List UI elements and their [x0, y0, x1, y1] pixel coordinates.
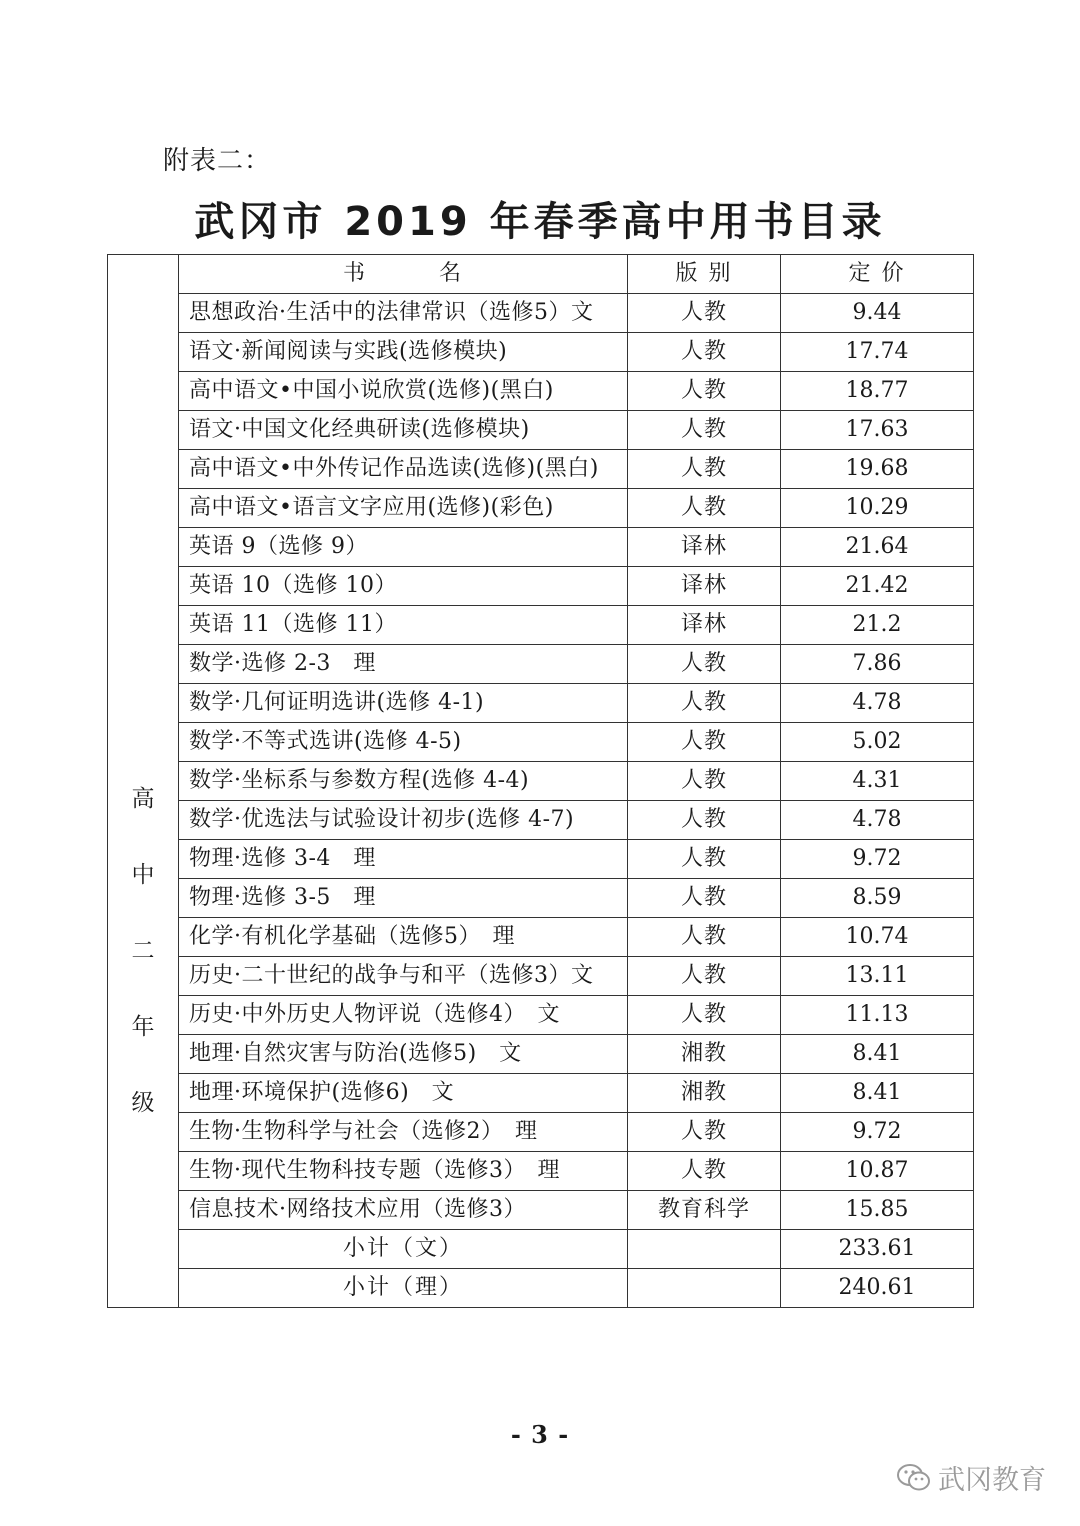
- publisher: 人教: [628, 1152, 781, 1191]
- table-row: [108, 879, 974, 918]
- book-name: 数学·几何证明选讲(选修 4-1): [179, 684, 628, 723]
- publisher: 人教: [628, 723, 781, 762]
- book-list-table: [107, 254, 974, 1308]
- book-name: 生物·现代生物科技专题（选修3） 理: [179, 1152, 628, 1191]
- publisher: 译林: [628, 606, 781, 645]
- publisher: 教育科学: [628, 1191, 781, 1230]
- publisher: 人教: [628, 372, 781, 411]
- price: 17.74: [781, 333, 974, 372]
- table-row: [108, 411, 974, 450]
- price: 10.87: [781, 1152, 974, 1191]
- book-name: 历史·中外历史人物评说（选修4） 文: [179, 996, 628, 1035]
- grade-cell: [108, 255, 179, 1308]
- table-row: [108, 918, 974, 957]
- publisher: 人教: [628, 411, 781, 450]
- book-name: 数学·不等式选讲(选修 4-5): [179, 723, 628, 762]
- table-row: [108, 723, 974, 762]
- table-row: [108, 489, 974, 528]
- table-row: [108, 684, 974, 723]
- subtotal-row: [108, 1230, 974, 1269]
- publisher: 人教: [628, 801, 781, 840]
- price: 9.72: [781, 840, 974, 879]
- table-row: [108, 1113, 974, 1152]
- price: 15.85: [781, 1191, 974, 1230]
- book-name: 思想政治·生活中的法律常识（选修5）文: [179, 294, 628, 333]
- page-title: 武冈市 2019 年春季高中用书目录: [194, 199, 886, 245]
- book-name: 历史·二十世纪的战争与和平（选修3）文: [179, 957, 628, 996]
- price: 8.41: [781, 1074, 974, 1113]
- table-row: [108, 1152, 974, 1191]
- empty-cell: [628, 1269, 781, 1308]
- watermark-text: 武冈教育: [938, 1465, 1046, 1496]
- table-row: [108, 957, 974, 996]
- table-row: [108, 528, 974, 567]
- book-name: 数学·坐标系与参数方程(选修 4-4): [179, 762, 628, 801]
- book-name: 物理·选修 3-5 理: [179, 879, 628, 918]
- price: 7.86: [781, 645, 974, 684]
- publisher: 人教: [628, 996, 781, 1035]
- price: 21.42: [781, 567, 974, 606]
- book-name: 数学·选修 2-3 理: [179, 645, 628, 684]
- publisher: 人教: [628, 450, 781, 489]
- publisher: 人教: [628, 1113, 781, 1152]
- publisher: 人教: [628, 957, 781, 996]
- header-price: 定 价: [781, 255, 974, 294]
- price: 13.11: [781, 957, 974, 996]
- publisher: 译林: [628, 528, 781, 567]
- book-name: 语文·中国文化经典研读(选修模块): [179, 411, 628, 450]
- subtotal-label: 小计（文）: [179, 1230, 628, 1269]
- price: 17.63: [781, 411, 974, 450]
- subtotal-label: 小计（理）: [179, 1269, 628, 1308]
- price: 18.77: [781, 372, 974, 411]
- table-row: [108, 801, 974, 840]
- price: 21.2: [781, 606, 974, 645]
- publisher: 人教: [628, 840, 781, 879]
- book-name: 高中语文•中外传记作品选读(选修)(黑白): [179, 450, 628, 489]
- book-name: 数学·优选法与试验设计初步(选修 4-7): [179, 801, 628, 840]
- price: 10.74: [781, 918, 974, 957]
- publisher: 人教: [628, 333, 781, 372]
- price: 11.13: [781, 996, 974, 1035]
- appendix-label: 附表二：: [163, 146, 272, 176]
- book-name: 高中语文•语言文字应用(选修)(彩色): [179, 489, 628, 528]
- book-name: 语文·新闻阅读与实践(选修模块): [179, 333, 628, 372]
- book-name: 英语 9（选修 9）: [179, 528, 628, 567]
- publisher: 人教: [628, 645, 781, 684]
- table-row: [108, 294, 974, 333]
- table-row: [108, 606, 974, 645]
- table-row: [108, 840, 974, 879]
- wechat-icon: [896, 1463, 932, 1493]
- price: 10.29: [781, 489, 974, 528]
- table-row: [108, 567, 974, 606]
- header-publisher: 版 别: [628, 255, 781, 294]
- grade-label: 高中二年级: [131, 786, 155, 1116]
- table-row: [108, 372, 974, 411]
- subtotal-row: [108, 1269, 974, 1308]
- book-name: 英语 10（选修 10）: [179, 567, 628, 606]
- book-name: 英语 11（选修 11）: [179, 606, 628, 645]
- publisher: 人教: [628, 294, 781, 333]
- publisher: 湘教: [628, 1074, 781, 1113]
- publisher: 人教: [628, 918, 781, 957]
- price: 8.59: [781, 879, 974, 918]
- book-name: 地理·自然灾害与防治(选修5) 文: [179, 1035, 628, 1074]
- subtotal-price: 233.61: [781, 1230, 974, 1269]
- publisher: 人教: [628, 684, 781, 723]
- publisher: 人教: [628, 489, 781, 528]
- header-row: [108, 255, 974, 294]
- table-row: [108, 762, 974, 801]
- table-row: [108, 1191, 974, 1230]
- table-row: [108, 996, 974, 1035]
- table-row: [108, 1035, 974, 1074]
- publisher: 人教: [628, 762, 781, 801]
- book-name: 生物·生物科学与社会（选修2） 理: [179, 1113, 628, 1152]
- price: 8.41: [781, 1035, 974, 1074]
- watermark: [896, 1458, 1046, 1497]
- table-row: [108, 450, 974, 489]
- price: 4.78: [781, 801, 974, 840]
- book-name: 信息技术·网络技术应用（选修3）: [179, 1191, 628, 1230]
- table-row: [108, 1074, 974, 1113]
- price: 4.31: [781, 762, 974, 801]
- publisher: 译林: [628, 567, 781, 606]
- price: 4.78: [781, 684, 974, 723]
- price: 21.64: [781, 528, 974, 567]
- publisher: 湘教: [628, 1035, 781, 1074]
- book-name: 地理·环境保护(选修6) 文: [179, 1074, 628, 1113]
- price: 9.44: [781, 294, 974, 333]
- publisher: 人教: [628, 879, 781, 918]
- price: 5.02: [781, 723, 974, 762]
- book-name: 高中语文•中国小说欣赏(选修)(黑白): [179, 372, 628, 411]
- book-name: 化学·有机化学基础（选修5） 理: [179, 918, 628, 957]
- page-number: - 3 -: [510, 1420, 570, 1449]
- empty-cell: [628, 1230, 781, 1269]
- table-row: [108, 333, 974, 372]
- table-row: [108, 645, 974, 684]
- book-name: 物理·选修 3-4 理: [179, 840, 628, 879]
- subtotal-price: 240.61: [781, 1269, 974, 1308]
- price: 9.72: [781, 1113, 974, 1152]
- header-book-name: 书 名: [179, 255, 628, 294]
- price: 19.68: [781, 450, 974, 489]
